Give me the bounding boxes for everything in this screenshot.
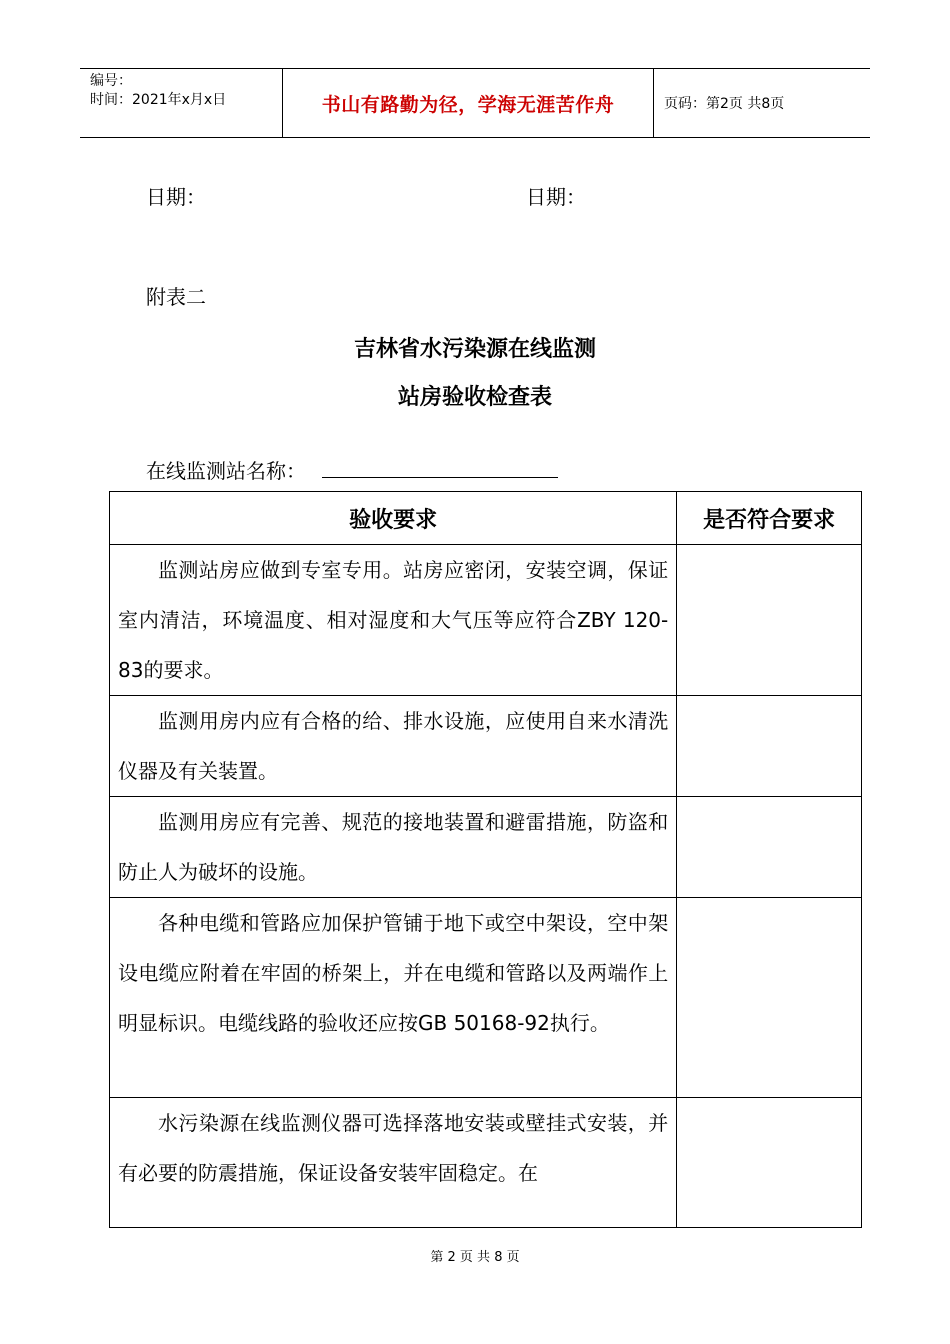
- doc-title-line1: 吉林省水污染源在线监测: [353, 337, 596, 362]
- page-header: [80, 68, 870, 138]
- header-meta-cell: [80, 69, 283, 137]
- table-row: [110, 797, 862, 898]
- requirement-cell: 监测用房应有完善、规范的接地装置和避雷措施，防盗和防止人为破坏的设施。: [110, 797, 677, 898]
- header-requirement: 验收要求: [110, 492, 677, 545]
- date-left: 日期：: [146, 185, 206, 209]
- compliance-cell: [677, 898, 862, 1098]
- table-row: [110, 898, 862, 1098]
- page-label: 页码：第2页 共8页: [664, 96, 785, 112]
- requirement-cell: 监测站房应做到专室专用。站房应密闭，安装空调，保证室内清洁，环境温度、相对湿度和大气压等应符合ZBY 120-83的要求。: [110, 545, 677, 696]
- table-header-row: [110, 492, 862, 545]
- time-label: 时间：2021年x月x日: [90, 92, 227, 108]
- header-page-cell: [654, 69, 870, 137]
- motto-text: 书山有路勤为径，学海无涯苦作舟: [321, 93, 615, 116]
- page-footer: 第 2 页 共 8 页: [430, 1250, 520, 1265]
- inspection-table: [109, 491, 862, 1228]
- requirement-cell: 监测用房内应有合格的给、排水设施，应使用自来水清洗仪器及有关装置。: [110, 696, 677, 797]
- compliance-cell: [677, 696, 862, 797]
- appendix-label: 附表二: [146, 285, 206, 309]
- compliance-cell: [677, 545, 862, 696]
- code-label: 编号：: [90, 73, 132, 89]
- station-name-label: 在线监测站名称：: [146, 459, 306, 483]
- header-motto-cell: [283, 69, 654, 137]
- compliance-cell: [677, 1098, 862, 1228]
- requirement-cell: 各种电缆和管路应加保护管铺于地下或空中架设，空中架设电缆应附着在牢固的桥架上，并在电缆和管路以及两端作上明显标识。电缆线路的验收还应按GB 50168-92执行。: [110, 898, 677, 1098]
- requirement-cell: 水污染源在线监测仪器可选择落地安装或壁挂式安装，并有必要的防震措施，保证设备安装牢固稳定。在: [110, 1098, 677, 1228]
- doc-title-line2: 站房验收检查表: [397, 385, 552, 410]
- table-row: [110, 696, 862, 797]
- table-row: [110, 545, 862, 696]
- compliance-cell: [677, 797, 862, 898]
- station-name-blank: [322, 477, 558, 478]
- date-right: 日期：: [526, 185, 586, 209]
- header-compliance: 是否符合要求: [677, 492, 862, 545]
- table-row: [110, 1098, 862, 1228]
